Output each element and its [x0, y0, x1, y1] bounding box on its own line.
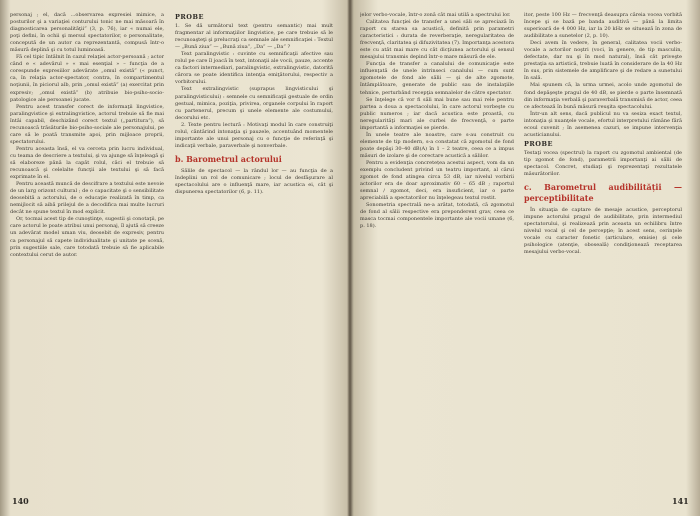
left-page	[0, 0, 349, 516]
paragraph: Deci avem în vedere, în general, calitatea vocii verbo-vocale a actorilor noştri (voci, în genere, de tip masculin, defectate, dar nu şi în mod natural), însă cât priveşte prestaţia sa artistică, trebuie luată în considerare de la 40 Hz în sus, prin sistemele de amplificare şi de redare a sunetului în sală.	[524, 40, 682, 82]
section-heading: PROBE	[524, 139, 553, 148]
right-column-2	[524, 12, 682, 487]
paragraph: Calitatea funcţiei de transfer a unei săli se apreciază în raport cu starea sa acustică, definită prin parametri caracteristici : durata de reverberaţie, neregularitatea de frecvenţă, claritatea şi difuzivitatea (7). Importanţa acestora este cu atât mai mare cu cât dicţiunea actorului şi sensul mesajului transmis depind într-o mare măsură de ele.	[360, 19, 514, 61]
paragraph: personaj ; el, dacă ...observarea expresiei mimice, a posturilor şi a variaţiei conturului tonic ne mai măsoară în diagnosticarea personalităţii” (3, p. 76), iar « numai ele, poţi defini, în ochii şi mersul spectatorilor, o personalitate, concepută de un autor ca reprezentantă, compusă într-o măsură deplină şi cu totul luminoasă.	[10, 12, 164, 54]
paragraph: Text paralingvistic : cuvinte cu semnificaţii afective sau rolul pe care îl joacă în text, intonaţii ale vocii, pauze, accente ca factori intermediari, paralingvistic, extralingvistic, datorită cărora se poate identifica intenţia emiţătorului, respectiv a vorbitorului.	[175, 51, 333, 86]
left-column-1	[10, 12, 164, 487]
paragraph: Testaţi vocea (spectrul) la raport cu zgomotul ambiental (de tip zgomot de fond), parametrii importanţi ai sălii de spectacol. Concret, studiaţi şi reprezentaţi rezultatele măsurătorilor.	[524, 149, 682, 178]
paragraph: Se înţelege că vor fi săli mai bune sau mai rele pentru partea a doua a spectacolului, în care actorul vorbeşte cu public numeros ; iar dacă acustica este proastă, cu neregularităţi mari ale curbei de frecvenţă, o parte importantă a informaţiei se pierde.	[360, 96, 514, 131]
paragraph: Text extralingvistic (suprapus lingvisticului şi paralingvisticului) : semnele cu semnificaţii gestuale de ordin gestual, mimica, poziţia, privirea, organele corpului în raport cu partenerul, precum şi unele elemente ale costumului, decorului etc.	[175, 86, 333, 121]
paragraph: Sonometria spectrală ne-a arătat, totodată, că zgomotul de fond al sălii respective era preponderent grav, ceea ce masca tocmai componentele importante ale vocii umane (6, p. 18).	[360, 202, 514, 230]
paragraph: Sălile de spectacol — la rândul lor — au funcţia de a îndeplini un rol de comunicare ; locul de desfăşurare al spectacolului are o influenţă mare, iar acustica ei, cât şi dispunerea spectatorilor (6, p. 11).	[175, 167, 333, 196]
paragraph: 1. Se dă următorul text (pentru semantic) mai mult fragmentar al informaţiilor lingvistice, pe care trebuie să le recunoaşteţi şi prelucraţi ca semnale ale semnificaţiei : Textul — „Bună ziua” — „Bună ziua”, „Da” — „Da” ?	[175, 23, 333, 51]
paragraph: Fă cel tipic întâlnit în cazul relaţiei actor-persoană ; actor când e « adevărul » « mai esenţial » – funcţia de a corespunde expresiilor adevărate „omul există” (« punct, ca, în relaţia actor-spectator, contra, în compartimentul noţiunii, în piciorul alb, prin „omul există” (a) exercitat prin expresiv; „omul există” (b) atribuie bio-psiho-socio-patologice ale persoanei jucate.	[10, 54, 164, 103]
paragraph: jelor verbo-vocale, într-o zonă cât mai utilă a spectrului lor.	[360, 12, 511, 18]
section-heading: PROBE	[175, 13, 204, 21]
paragraph: Pentru aceasta însă, el va cerceta prin lucru individual, cu teama de descriere a textului, şi va ajunge să înţeleagă şi să elaboreze până la capăt rolul, căci el trebuie să recunoască şi celelalte funcţii ale textului şi să facă exprimate în el.	[10, 145, 164, 181]
left-column-2	[175, 12, 333, 487]
paragraph: Mai spunem că, la urma urmei, acolo unde zgomotul de fond depăşeşte pragul de 40 dB, se pierde o parte însemnată din informaţia verbală şi paraverbală transmisă de actor, ceea ce afectează în bună măsură reuşita spectacolului.	[524, 82, 682, 110]
page-number: 141	[672, 496, 689, 506]
paragraph: Într-un alt sens, dacă publicul nu va sesiza exact textul, intonaţia şi nuanţele vocale, efortul interpretului rămâne fără ecoul cuvenit ; în asemenea cazuri, se impune intervenţia acusticianului.	[524, 110, 682, 138]
right-page	[351, 0, 700, 516]
paragraph: Funcţia de transfer a canalului de comunicaţie este influenţată de unele intrinseci canalului — cum sunt zgomotele de fond ale sălii — şi de alte zgomote, întâmplătoare, generate de public sau de instalaţiile tehnice, perturbând recepţia semnalelor de către spectator.	[360, 61, 514, 96]
paragraph: 2. Texte pentru lectură : Motivaţi modul în care construiţi rolul, cântărind intonaţia şi pauzele, accentuând momentele importante ale unui personaj cu o funcţie de referinţă şi indicaţii verbale, paraverbale şi nonverbale.	[175, 121, 333, 149]
section-heading: b. Barometrul actorului	[175, 153, 282, 164]
paragraph: Pentru acest transfer corect de informaţii lingvistice, paralingvistice şi extralingvistice, actorul trebuie să fie mai întâi capabil, deschizând corect textul („partitura”), să recunoască trăsăturile bio-psiho-sociale ale personajului, pe care să le poată transmite apoi, prin mijloace proprii, spectatorului.	[10, 103, 164, 145]
paragraph: Or, tocmai acest tip de cunoştinţe, sugestii şi conotaţii, pe care actorul le poate atribui unui personaj, îl ajută să creeze un adevărat model uman viu, deosebit de expresiv, pentru ca personajul să capete individualitate şi unitate pe scenă, prin sugestiile sale, care totodată trebuie să fie aplicabile contextului cerut de autor.	[10, 216, 164, 258]
right-column-1	[360, 12, 514, 487]
paragraph: În unele teatre ale noastre, care s-au construit cu elemente de tip modern, s-a constatat că zgomotul de fond poate depăşi 30–40 dB(A) în 1 – 2 teatre, ceea ce a impus măsuri de izolare şi de corectare acustică a sălilor.	[360, 131, 514, 159]
section-heading: c. Barometrul audibilității — perceptibilitate	[524, 182, 682, 204]
paragraph: Pentru a evidenţia concretețea acestui aspect, vom da un exemplu concludent privind un teatru important, al cărui zgomot de fond atingea circa 53 dB, iar nivelul vorbirii actorilor era de doar aproximativ 60 – 65 dB ; raportul semnal / zgomot, deci, era insuficient, iar o parte apreciabilă a spectatorilor nu înţelegeau textul rostit.	[360, 159, 514, 202]
paragraph: itor, peste 100 Hz — frecvenţă deasupra căreia vocea vorbită începe şi se bază pe banda auditivă — până la limita superioară de 4 000 Hz, iar la 20 kHz se situează în zona de audibilitate a sunetelor (2, p. 10).	[524, 12, 682, 40]
book-spine	[347, 0, 353, 516]
paragraph: În situaţia de captare de mesaje acustice, perceptorul impune actorului pragul de audibilitate, prin intermediul spectatorului, şi realizează prin aceasta un echilibru între nivelul vocal şi cel de percepţie; în acest sens, cerinţele vocale cu caracter fonetic (articulare, emisie) şi cele psihologice (atenţie, oboseală) condiţionează receptarea mesajului verbo-vocal.	[524, 207, 682, 256]
page-number: 140	[12, 496, 29, 506]
paragraph: Pentru această muncă de descifrare a textului este nevoie de un larg orizont cultural ; de o capacitate şi o sensibilitate deosebită a actorului, de o educaţie realizată în timp, ca nemijlocit să aibă prilejul de a decodifica mai multe lucruri decât ne spune textul în mod explicit.	[10, 181, 164, 216]
